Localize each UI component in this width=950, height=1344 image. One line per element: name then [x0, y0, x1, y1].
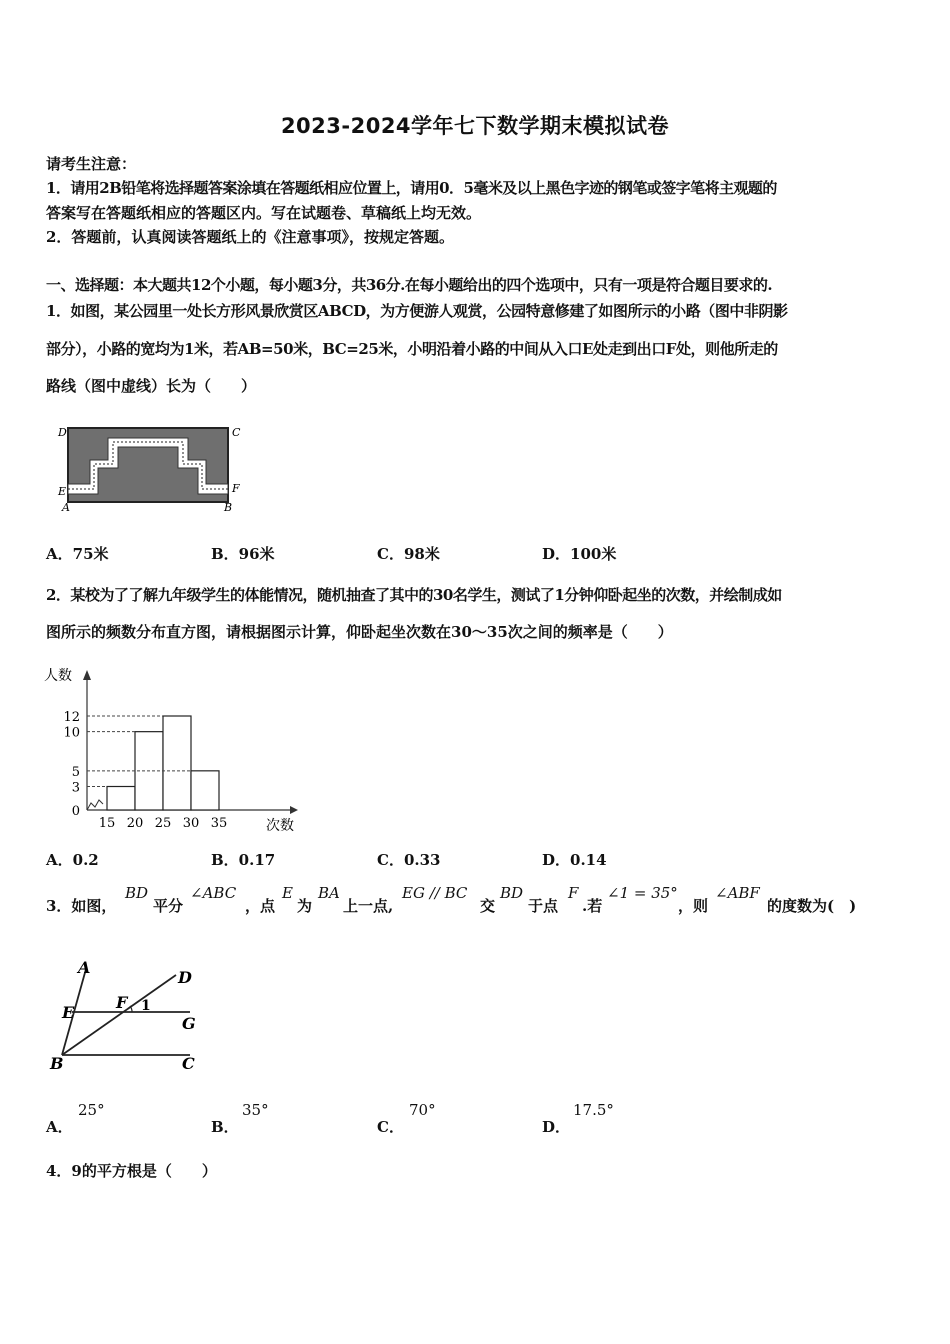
q1-option-c[interactable]: C．98米	[377, 545, 440, 563]
q3-option-a-value[interactable]: 25°	[78, 1101, 105, 1119]
x-axis-label: 次数	[266, 818, 294, 834]
y-tick-5: 5	[71, 764, 80, 780]
page-title: 2023-2024学年七下数学期末模拟试卷	[280, 114, 670, 138]
q3-option-b-value[interactable]: 35°	[242, 1101, 269, 1119]
q3-text-1: 平分	[153, 897, 184, 915]
x-tick-30: 30	[182, 816, 200, 831]
q1-option-b[interactable]: B．96米	[211, 545, 275, 563]
q3-math-abf: ∠ABF	[715, 884, 760, 902]
q3-math-ba: BA	[318, 884, 340, 902]
q1-park-figure	[54, 420, 254, 520]
q3-math-bd: BD	[125, 884, 149, 902]
y-axis-arrow	[83, 670, 91, 680]
y-tick-3: 3	[71, 780, 80, 796]
q3-text-6: 于点	[528, 897, 559, 915]
q4-line-1: 4．9的平方根是（ ）	[46, 1162, 217, 1180]
q1-option-d[interactable]: D．100米	[542, 545, 617, 563]
y-tick-12: 12	[63, 710, 80, 725]
label-C: C	[232, 426, 241, 439]
q3-option-d-value[interactable]: 17.5°	[573, 1101, 614, 1119]
label-A: A	[78, 958, 91, 977]
q3-text-7: .若	[582, 897, 603, 915]
q3-option-d-letter[interactable]: D．	[542, 1118, 571, 1136]
notice-line-2: 答案写在答题纸相应的答题区内。写在试题卷、草稿纸上均无效。	[46, 204, 482, 222]
label-A: A	[62, 501, 70, 514]
q3-option-a-letter[interactable]: A．	[46, 1118, 73, 1136]
q3-math-angle1: ∠1 = 35°	[607, 884, 678, 902]
y-axis-label: 人数	[44, 668, 72, 684]
label-F: F	[116, 993, 128, 1012]
label-D: D	[178, 968, 192, 987]
q1-line-2: 部分），小路的宽均为1米，若AB=50米，BC=25米，小明沿着小路的中间从入口E处走到出口F处，则他所走的	[46, 340, 778, 358]
q2-option-c[interactable]: C．0.33	[377, 851, 441, 869]
histogram-bar-25-30	[163, 716, 191, 810]
y-tick-10: 10	[63, 725, 80, 741]
label-D: D	[58, 426, 67, 439]
q3-math-abc: ∠ABC	[190, 884, 237, 902]
q3-geometry-figure	[46, 955, 216, 1080]
notice-line-1: 1．请用2B铅笔将选择题答案涂填在答题纸相应位置上，请用0．5毫米及以上黑色字迹的钢笔或签字笔将主观题的	[46, 179, 777, 197]
q3-prefix: 3．如图，	[46, 897, 117, 915]
q3-math-bd-2: BD	[500, 884, 524, 902]
x-axis-arrow	[290, 806, 298, 814]
q3-text-9: 的度数为( )	[767, 897, 857, 915]
q2-histogram	[40, 660, 310, 840]
notice-heading: 请考生注意：	[46, 155, 137, 173]
label-B: B	[224, 501, 233, 514]
q3-math-e: E	[282, 884, 293, 902]
label-B: B	[50, 1054, 64, 1073]
q3-text-4: 上一点,	[343, 897, 394, 915]
q3-text-2: ，点	[245, 897, 276, 915]
axis-break	[87, 800, 103, 810]
line-BD	[62, 975, 176, 1055]
q2-option-a[interactable]: A．0.2	[46, 851, 99, 869]
label-E: E	[62, 1003, 75, 1022]
x-tick-35: 35	[210, 816, 228, 831]
histogram-bar-30-35	[191, 771, 219, 810]
x-tick-15: 15	[98, 816, 116, 831]
q1-line-3: 路线（图中虚线）长为（ ）	[46, 377, 257, 395]
histogram-bar-15-20	[107, 787, 135, 811]
x-tick-25: 25	[154, 816, 172, 831]
label-F: F	[232, 482, 240, 495]
q3-option-c-value[interactable]: 70°	[409, 1101, 436, 1119]
q2-line-1: 2．某校为了了解九年级学生的体能情况，随机抽查了其中的30名学生，测试了1分钟仰卧起坐的次数，并绘制成如	[46, 586, 782, 604]
q2-line-2: 图所示的频数分布直方图，请根据图示计算，仰卧起坐次数在30～35次之间的频率是（ ）	[46, 623, 673, 641]
label-G: G	[182, 1014, 196, 1033]
q3-option-b-letter[interactable]: B．	[211, 1118, 239, 1136]
q3-math-f: F	[568, 884, 579, 902]
x-tick-20: 20	[126, 816, 144, 831]
q3-text-3: 为	[297, 897, 313, 915]
q1-line-1: 1．如图，某公园里一处长方形风景欣赏区ABCD，为方便游人观赏，公园特意修建了如图所示的小路（图中非阴影	[46, 302, 788, 320]
notice-line-3: 2．答题前，认真阅读答题纸上的《注意事项》，按规定答题。	[46, 228, 454, 246]
section-1-heading: 一、选择题：本大题共12个小题，每小题3分，共36分.在每小题给出的四个选项中，只有一项是符合题目要求的.	[46, 276, 773, 294]
q3-text-8: ，则	[678, 897, 709, 915]
q3-text-5: 交	[480, 897, 496, 915]
label-angle-1: 1	[141, 998, 151, 1014]
q3-option-c-letter[interactable]: C．	[377, 1118, 404, 1136]
label-C: C	[182, 1054, 195, 1073]
label-E: E	[58, 485, 67, 498]
q3-math-eg-bc: EG // BC	[402, 884, 468, 902]
y-tick-0: 0	[71, 804, 80, 819]
q1-option-a[interactable]: A．75米	[46, 545, 109, 563]
q2-option-d[interactable]: D．0.14	[542, 851, 607, 869]
q2-option-b[interactable]: B．0.17	[211, 851, 276, 869]
